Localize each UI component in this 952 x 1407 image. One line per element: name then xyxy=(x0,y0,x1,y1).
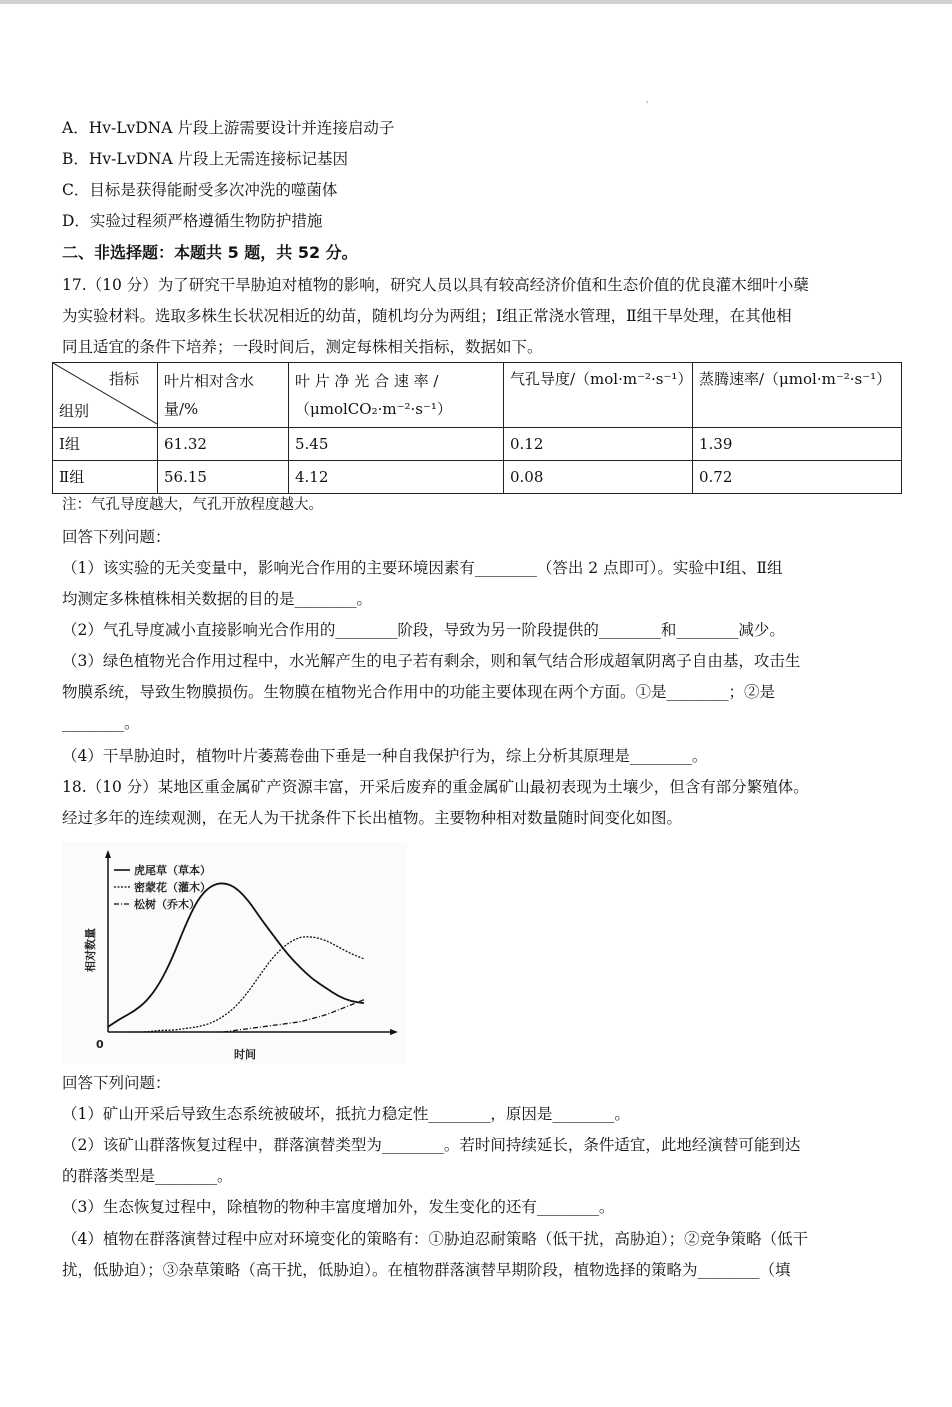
y-axis-label: 相对数量 xyxy=(84,928,97,972)
table-cell: 5.45 xyxy=(289,428,504,461)
q17-note: 注：气孔导度越大，气孔开放程度越大。 xyxy=(62,497,323,513)
q18-line-5: （4）植物在群落演替过程中应对环境变化的策略有：①胁迫忍耐策略（低干扰，高胁迫）；②竞争策略（低干 xyxy=(62,1230,809,1248)
origin-label: 0 xyxy=(96,1038,104,1051)
option-a: A．Hv-LvDNA 片段上游需要设计并连接启动子 xyxy=(62,119,395,137)
table-cell: 0.72 xyxy=(693,461,902,494)
table-cell: 61.32 xyxy=(158,428,289,461)
q17-line-2: 均测定多株植株相关数据的目的是________。 xyxy=(62,590,373,608)
legend-label: 松树（乔木） xyxy=(134,898,200,911)
q17-intro-line-1: 17.（10 分）为了研究干旱胁迫对植物的影响，研究人员以具有较高经济价值和生态价值的优良灌木细叶小蘖 xyxy=(62,276,809,294)
table-corner-cell xyxy=(53,363,158,428)
table-row xyxy=(53,428,902,461)
q17-line-5: 物膜系统，导致生物膜损伤。生物膜在植物光合作用中的功能主要体现在两个方面。①是________；②是 xyxy=(62,683,776,701)
table-cell: 0.12 xyxy=(504,428,693,461)
row-group-label: Ⅰ组 xyxy=(53,428,158,461)
q18-line-3: 的群落类型是________。 xyxy=(62,1167,233,1185)
table-cell: 1.39 xyxy=(693,428,902,461)
header-line: （μmolCO₂·m⁻²·s⁻¹） xyxy=(295,400,452,418)
q17-intro-line-3: 同且适宜的条件下培养；一段时间后，测定每株相关指标，数据如下。 xyxy=(62,338,543,356)
header-line: 叶 片 净 光 合 速 率 / xyxy=(295,372,439,390)
header-line: 气孔导度/（mol·m⁻²·s⁻¹） xyxy=(510,370,693,388)
q17-line-6: ________。 xyxy=(62,714,140,732)
header-line: 量/% xyxy=(164,400,199,418)
option-d: D．实验过程须严格遵循生物防护措施 xyxy=(62,212,323,230)
q18-line-1: （1）矿山开采后导致生态系统被破坏，抵抗力稳定性________，原因是________。 xyxy=(62,1105,630,1123)
q18-line-6: 扰，低胁迫）；③杂草策略（高干扰，低胁迫）。在植物群落演替早期阶段，植物选择的策略为________（填 xyxy=(62,1261,791,1279)
table-header-row xyxy=(53,363,902,428)
species-abundance-chart xyxy=(62,842,407,1064)
header-line: 蒸腾速率/（μmol·m⁻²·s⁻¹） xyxy=(699,370,892,388)
header-stomatal-conductance xyxy=(504,363,693,428)
q18-line-4: （3）生态恢复过程中，除植物的物种丰富度增加外，发生变化的还有________。 xyxy=(62,1198,615,1216)
x-axis-label: 时间 xyxy=(234,1048,256,1061)
q17-line-7: （4）干旱胁迫时，植物叶片萎蔫卷曲下垂是一种自我保护行为，综上分析其原理是________。 xyxy=(62,747,708,765)
q17-data-table xyxy=(52,362,902,494)
stray-mark: ' xyxy=(646,100,649,109)
option-c: C．目标是获得能耐受多次冲洗的噬菌体 xyxy=(62,181,338,199)
corner-label-indicator: 指标 xyxy=(108,370,139,388)
q17-line-3: （2）气孔导度减小直接影响光合作用的________阶段，导致为另一阶段提供的________和________减少。 xyxy=(62,621,785,639)
q17-line-1: （1）该实验的无关变量中，影响光合作用的主要环境因素有________（答出 2 点即可）。实验中Ⅰ组、Ⅱ组 xyxy=(62,559,783,577)
q18-intro-line-2: 经过多年的连续观测，在无人为干扰条件下长出植物。主要物种相对数量随时间变化如图。 xyxy=(62,809,683,827)
q18-prompt: 回答下列问题： xyxy=(62,1074,171,1092)
header-water-content xyxy=(158,363,289,428)
q18-intro-line-1: 18.（10 分）某地区重金属矿产资源丰富，开采后废弃的重金属矿山最初表现为土壤少，但含有部分繁殖体。 xyxy=(62,778,809,796)
legend-label: 密蒙花（灌木） xyxy=(134,881,211,894)
top-edge-bar xyxy=(0,0,952,4)
legend-label: 虎尾草（草本） xyxy=(134,864,211,877)
q17-prompt: 回答下列问题： xyxy=(62,528,171,546)
q17-line-4: （3）绿色植物光合作用过程中，水光解产生的电子若有剩余，则和氧气结合形成超氧阴离子自由基，攻击生 xyxy=(62,652,801,670)
header-transpiration-rate xyxy=(693,363,902,428)
table-cell: 0.08 xyxy=(504,461,693,494)
corner-label-group: 组别 xyxy=(59,402,90,420)
option-b: B．Hv-LvDNA 片段上无需连接标记基因 xyxy=(62,150,349,168)
table-row xyxy=(53,461,902,494)
section-heading: 二、非选择题：本题共 5 题，共 52 分。 xyxy=(62,243,358,262)
row-group-label: Ⅱ组 xyxy=(53,461,158,494)
table-cell: 4.12 xyxy=(289,461,504,494)
header-photosynthesis-rate xyxy=(289,363,504,428)
q17-intro-line-2: 为实验材料。选取多株生长状况相近的幼苗，随机均分为两组；Ⅰ组正常浇水管理，Ⅱ组干旱处理，在其他相 xyxy=(62,307,792,325)
q18-line-2: （2）该矿山群落恢复过程中，群落演替类型为________。若时间持续延长，条件适宜，此地经演替可能到达 xyxy=(62,1136,801,1154)
table-cell: 56.15 xyxy=(158,461,289,494)
header-line: 叶片相对含水 xyxy=(164,372,255,390)
